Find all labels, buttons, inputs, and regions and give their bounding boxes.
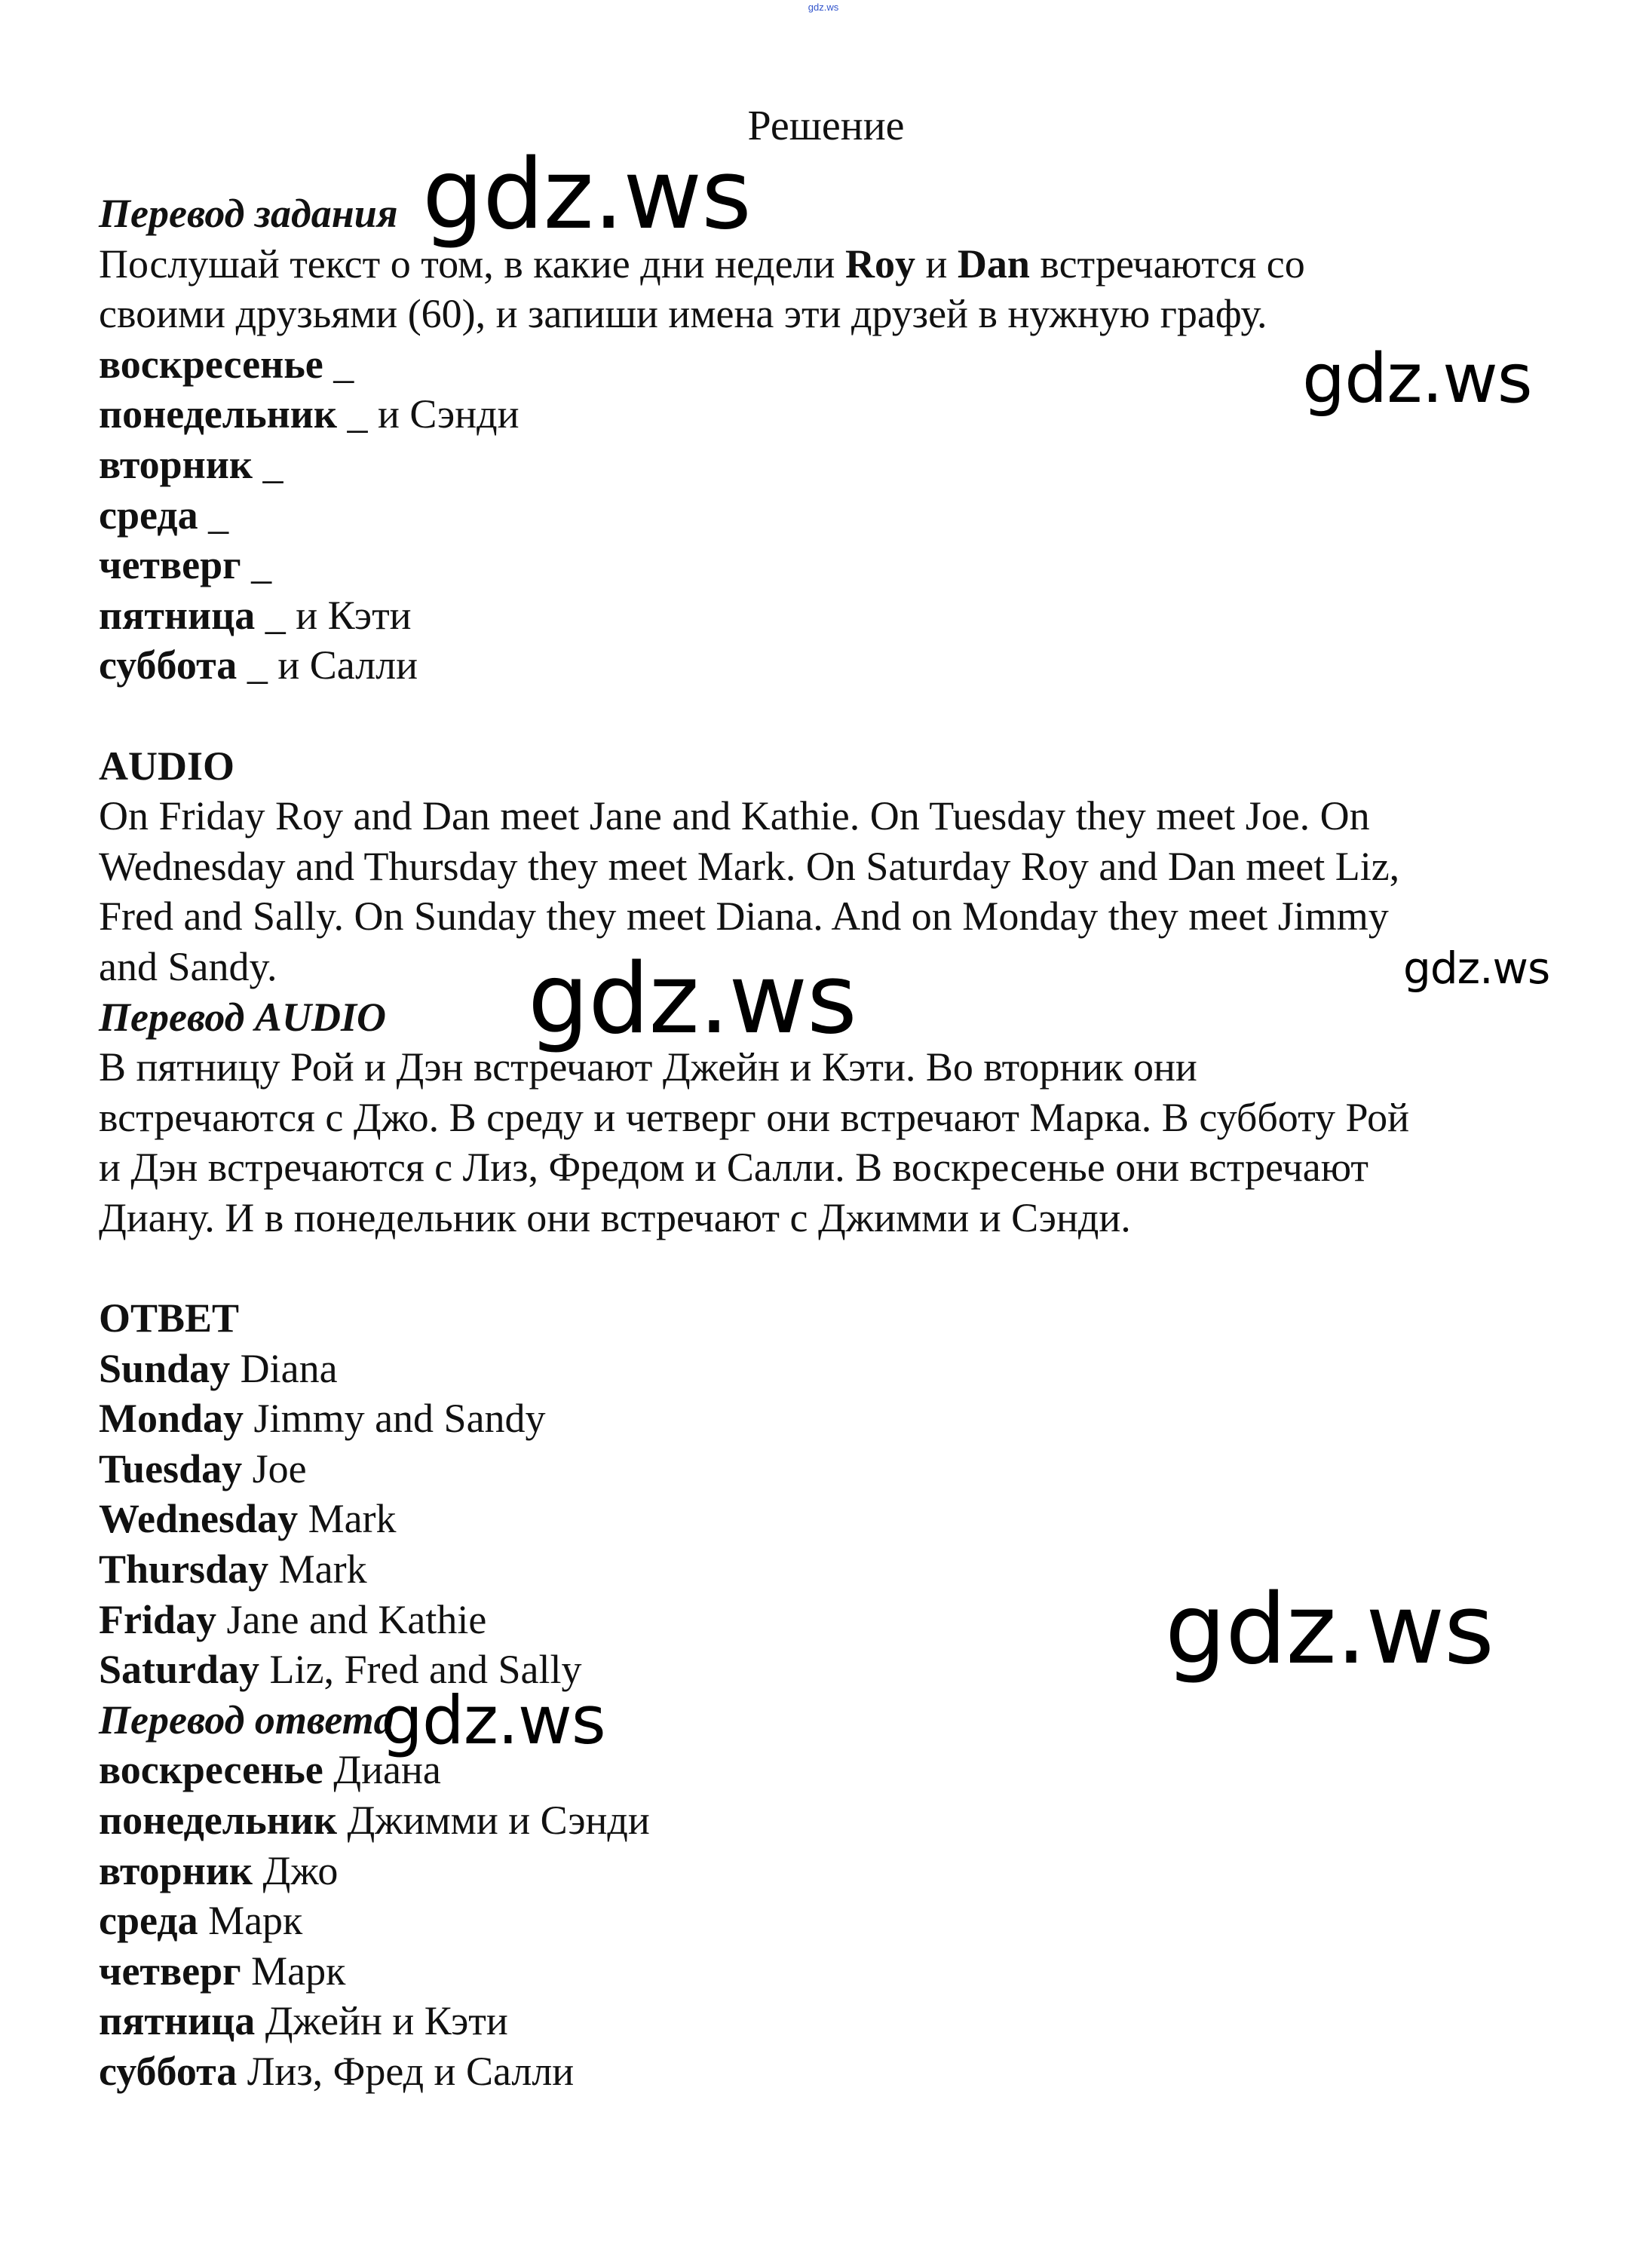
answer-translation-row: вторник Джо bbox=[99, 1847, 339, 1893]
task-day-row: понедельник _ и Сэнди bbox=[99, 391, 520, 437]
answer-translation-row: четверг Марк bbox=[99, 1948, 346, 1994]
audio-line: Wednesday and Thursday they meet Mark. On Saturday Roy and Dan meet Liz, bbox=[99, 843, 1400, 889]
answer-translation-row: понедельник Джимми и Сэнди bbox=[99, 1798, 650, 1843]
spacer bbox=[99, 1243, 1562, 1293]
watermark: gdz.ws bbox=[422, 139, 751, 251]
audio-line: and Sandy. bbox=[99, 943, 277, 989]
answer-row: Wednesday Mark bbox=[99, 1496, 397, 1542]
spacer bbox=[99, 691, 1562, 741]
task-day-row: пятница _ и Кэти bbox=[99, 592, 412, 638]
answer-translation-row: среда Марк bbox=[99, 1898, 303, 1944]
answer-translation-row: суббота Лиз, Фред и Салли bbox=[99, 2048, 575, 2094]
answer-row: Sunday Diana bbox=[99, 1345, 338, 1391]
watermark: gdz.ws bbox=[381, 1681, 605, 1759]
audio-translation-heading: Перевод AUDIO bbox=[99, 994, 386, 1040]
document-body bbox=[99, 189, 1562, 2097]
task-line-1: Послушай текст о том, в какие дни недели Roy и Dan встречаются со bbox=[99, 241, 1305, 287]
audio-translation-line: и Дэн встречаются с Лиз, Фредом и Салли. В воскресенье они встречают bbox=[99, 1145, 1368, 1191]
answer-row: Thursday Mark bbox=[99, 1546, 367, 1592]
audio-translation-line: встречаются с Джо. В среду и четверг они встречают Марка. В субботу Рой bbox=[99, 1094, 1410, 1140]
task-day-row: вторник _ bbox=[99, 441, 284, 487]
answer-translation-row: пятница Джейн и Кэти bbox=[99, 1998, 508, 2044]
audio-translation-line: В пятницу Рой и Дэн встречают Джейн и Кэти. Во вторник они bbox=[99, 1044, 1197, 1090]
watermark: gdz.ws bbox=[1403, 943, 1550, 994]
answer-row: Friday Jane and Kathie bbox=[99, 1596, 487, 1642]
answer-row: Saturday Liz, Fred and Sally bbox=[99, 1647, 582, 1693]
answer-row: Monday Jimmy and Sandy bbox=[99, 1396, 546, 1442]
audio-line: Fred and Sally. On Sunday they meet Diana. And on Monday they meet Jimmy bbox=[99, 894, 1389, 940]
task-day-row: суббота _ и Салли bbox=[99, 642, 418, 688]
audio-line: On Friday Roy and Dan meet Jane and Kathie. On Tuesday they meet Joe. On bbox=[99, 793, 1370, 839]
audio-translation-line: Диану. И в понедельник они встречают с Джимми и Сэнди. bbox=[99, 1194, 1131, 1240]
top-watermark: gdz.ws bbox=[808, 2, 839, 13]
answer-heading: ОТВЕТ bbox=[99, 1295, 240, 1341]
task-heading: Перевод задания bbox=[99, 191, 398, 236]
watermark: gdz.ws bbox=[528, 943, 857, 1056]
task-day-row: воскресенье _ bbox=[99, 341, 354, 387]
task-day-row: среда _ bbox=[99, 492, 229, 538]
watermark: gdz.ws bbox=[1165, 1574, 1494, 1686]
watermark: gdz.ws bbox=[1302, 339, 1532, 418]
audio-heading: AUDIO bbox=[99, 743, 235, 789]
answer-row: Tuesday Joe bbox=[99, 1445, 307, 1491]
answer-translation-row: воскресенье Диана bbox=[99, 1747, 441, 1793]
task-day-row: четверг _ bbox=[99, 542, 272, 588]
answer-translation-heading: Перевод ответа bbox=[99, 1697, 394, 1743]
page-title: Решение bbox=[747, 103, 905, 149]
task-line-2: своими друзьями (60), и запиши имена эти друзей в нужную графу. bbox=[99, 291, 1267, 337]
